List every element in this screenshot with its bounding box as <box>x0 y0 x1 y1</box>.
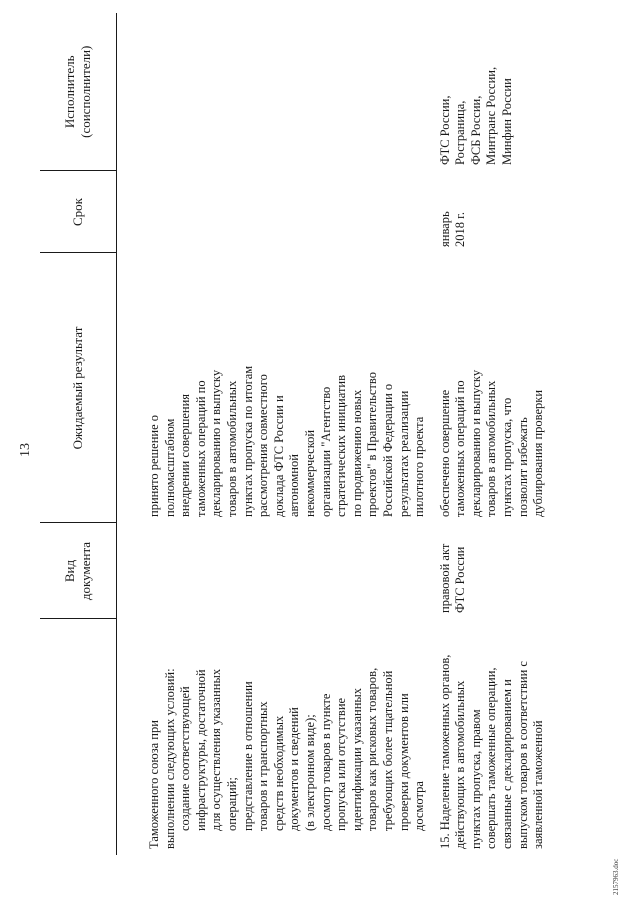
text-line: проектов" в Правительство <box>365 372 380 517</box>
text-line: документов и сведений <box>287 707 302 831</box>
action-conditions <box>178 625 428 849</box>
term-cell <box>428 171 547 253</box>
text-line: выполнении следующих условий: <box>162 668 177 849</box>
text-line: операций; <box>224 777 239 831</box>
text-line: декларированию и выпуску <box>209 369 224 517</box>
action-plan-table <box>40 13 547 855</box>
text-line: проверки документов или <box>396 693 411 831</box>
text-line: заявленной таможенной <box>531 720 546 849</box>
page-number: 13 <box>18 443 33 457</box>
text-line: ФСБ России, <box>468 95 483 165</box>
table-row <box>428 13 547 855</box>
header-executor-line: Исполнитель <box>62 55 77 129</box>
text-line: пилотного проекта <box>412 416 427 517</box>
text-line: 15. Наделение таможенных органов, <box>437 654 452 849</box>
text-line: Минфин России <box>500 78 515 165</box>
text-line: рассмотрения совместного <box>256 374 271 517</box>
text-line: организации "Агентство <box>318 386 333 517</box>
header-doc-type: Вид документа <box>40 523 117 619</box>
header-action <box>40 619 117 855</box>
text-line: пропуска или отсутствие <box>334 697 349 831</box>
text-line: дублирования проверки <box>531 389 546 517</box>
text-line: средств необходимых <box>271 715 286 831</box>
executor-cell <box>428 13 547 171</box>
doc-type-cell <box>117 523 428 619</box>
text-line: Росграница, <box>453 100 468 165</box>
term-cell <box>117 171 428 253</box>
text-line: ФТС России <box>453 546 468 613</box>
text-line: таможенных операций по <box>453 380 468 517</box>
text-line: товаров в автомобильных <box>484 380 499 517</box>
text-line: январь <box>437 211 452 247</box>
text-line: товаров и транспортных <box>256 701 271 831</box>
text-line: создание соответствующей <box>178 686 193 831</box>
text-line: внедрении совершения <box>178 393 193 517</box>
text-line: товаров в автомобильных <box>224 380 239 517</box>
text-line: доклада ФТС России и <box>271 395 286 517</box>
result-cell <box>428 253 547 523</box>
text-line: 2018 г. <box>453 212 468 247</box>
text-line: пунктах пропуска по итогам <box>240 365 255 517</box>
text-line: инфраструктуры, достаточной <box>193 669 208 831</box>
table-row <box>117 13 428 855</box>
file-code: 2157963.doc <box>612 858 620 895</box>
text-line: позволит избежать <box>515 417 530 517</box>
text-line: досмотр товаров в пункте <box>318 693 333 831</box>
text-line: автономной <box>287 454 302 517</box>
text-line: стратегических инициатив <box>334 374 349 517</box>
text-line: ФТС России, <box>437 95 452 165</box>
text-line: результатах реализации <box>396 390 411 517</box>
text-line: правовой акт <box>437 543 452 613</box>
text-line: Российской Федерации о <box>380 383 395 517</box>
text-line: требующих более тщательной <box>380 670 395 831</box>
text-line: некоммерческой <box>302 429 317 517</box>
result-cell <box>117 253 428 523</box>
header-result: Ожидаемый результат <box>40 253 117 523</box>
text-line: связанные с декларированием и <box>500 679 515 849</box>
text-line: по продвижению новых <box>349 389 364 517</box>
text-line: досмотра <box>412 781 427 831</box>
header-executor <box>40 13 117 171</box>
action-cell <box>117 619 428 855</box>
action-cell <box>428 619 547 855</box>
text-line: Минтранс России, <box>484 66 499 165</box>
text-line: таможенных операций по <box>193 380 208 517</box>
table-header-row <box>40 13 117 855</box>
text-line: обеспечено совершение <box>437 389 452 517</box>
text-line: (в электронном виде); <box>302 714 317 831</box>
text-line: представление в отношении <box>240 681 255 831</box>
text-line: выпуском товаров в соответствии с <box>515 661 530 849</box>
text-line: Таможенного союза при <box>147 720 161 849</box>
executor-cell <box>117 13 428 171</box>
action-intro <box>147 625 178 849</box>
text-line: принято решение о <box>147 414 161 517</box>
text-line: пунктах пропуска, что <box>500 397 515 517</box>
text-line: декларированию и выпуску <box>468 369 483 517</box>
doc-type-cell <box>428 523 547 619</box>
header-term: Срок <box>40 171 117 253</box>
text-line: действующих в автомобильных <box>453 680 468 849</box>
header-executor-line: (соисполнители) <box>78 45 93 138</box>
text-line: пунктах пропуска, правом <box>468 709 483 849</box>
text-line: для осуществления указанных <box>209 668 224 831</box>
text-line: полномасштабном <box>162 418 177 517</box>
text-line: товаров как рисковых товаров, <box>365 667 380 831</box>
text-line: совершать таможенные операции, <box>484 667 499 849</box>
text-line: идентификации указанных <box>349 687 364 831</box>
